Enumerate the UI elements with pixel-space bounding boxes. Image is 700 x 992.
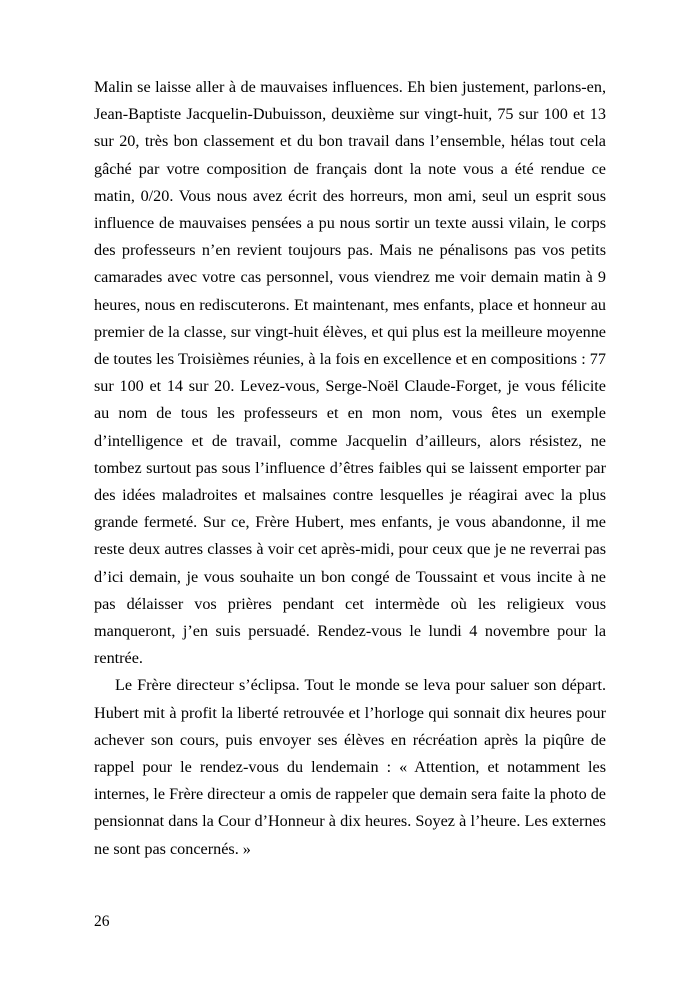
page-number: 26 [94, 913, 110, 930]
paragraph-narration: Le Frère directeur s’éclipsa. Tout le monde se leva pour saluer son départ. Hubert mit à profit la liberté retrouvée et l’horloge qui sonnait dix heures pour achever son cours, puis envoyer ses élèves en récréation après la piqûre de rappel pour le rendez-vous du lendemain : « Attention, et notamment les internes, le Frère directeur a omis de rappeler que demain sera faite la photo de pensionnat dans la Cour d’Honneur à dix heures. Soyez à l’heure. Les externes ne sont pas concernés. » [94, 676, 606, 858]
page-text-block [94, 74, 606, 863]
paragraph-speech-continuation: Malin se laisse aller à de mauvaises influences. Eh bien justement, parlons-en, Jean-Baptiste Jacquelin-Dubuisson, deuxième sur vingt-huit, 75 sur 100 et 13 sur 20, très bon classement et du bon travail dans l’ensemble, hélas tout cela gâché par votre composition de français dont la note vous a été rendue ce matin, 0/20. Vous nous avez écrit des horreurs, mon ami, seul un esprit sous influence de mauvaises pensées a pu nous sortir un texte aussi vilain, le corps des professeurs n’en revient toujours pas. Mais ne pénalisons pas vos petits camarades avec votre cas personnel, vous viendrez me voir demain matin à 9 heures, nous en rediscuterons. Et maintenant, mes enfants, place et honneur au premier de la classe, sur vingt-huit élèves, et qui plus est la meilleure moyenne de toutes les Troisièmes réunies, à la fois en excellence et en compositions : 77 sur 100 et 14 sur 20. Levez-vous, Serge-Noël Claude-Forget, je vous félicite au nom de tous les professeurs et en mon nom, vous êtes un exemple d’intelligence et de travail, comme Jacquelin d’ailleurs, alors résistez, ne tombez surtout pas sous l’influence d’êtres faibles qui se laissent emporter par des idées maladroites et malsaines contre lesquelles je réagirai avec la plus grande fermeté. Sur ce, Frère Hubert, mes enfants, je vous abandonne, il me reste deux autres classes à voir cet après-midi, pour ceux que je ne reverrai pas d’ici demain, je vous souhaite un bon congé de Toussaint et vous incite à ne pas délaisser vos prières pendant cet intermède où les religieux vous manqueront, j’en suis persuadé. Rendez-vous le lundi 4 novembre pour la rentrée. [94, 78, 606, 668]
